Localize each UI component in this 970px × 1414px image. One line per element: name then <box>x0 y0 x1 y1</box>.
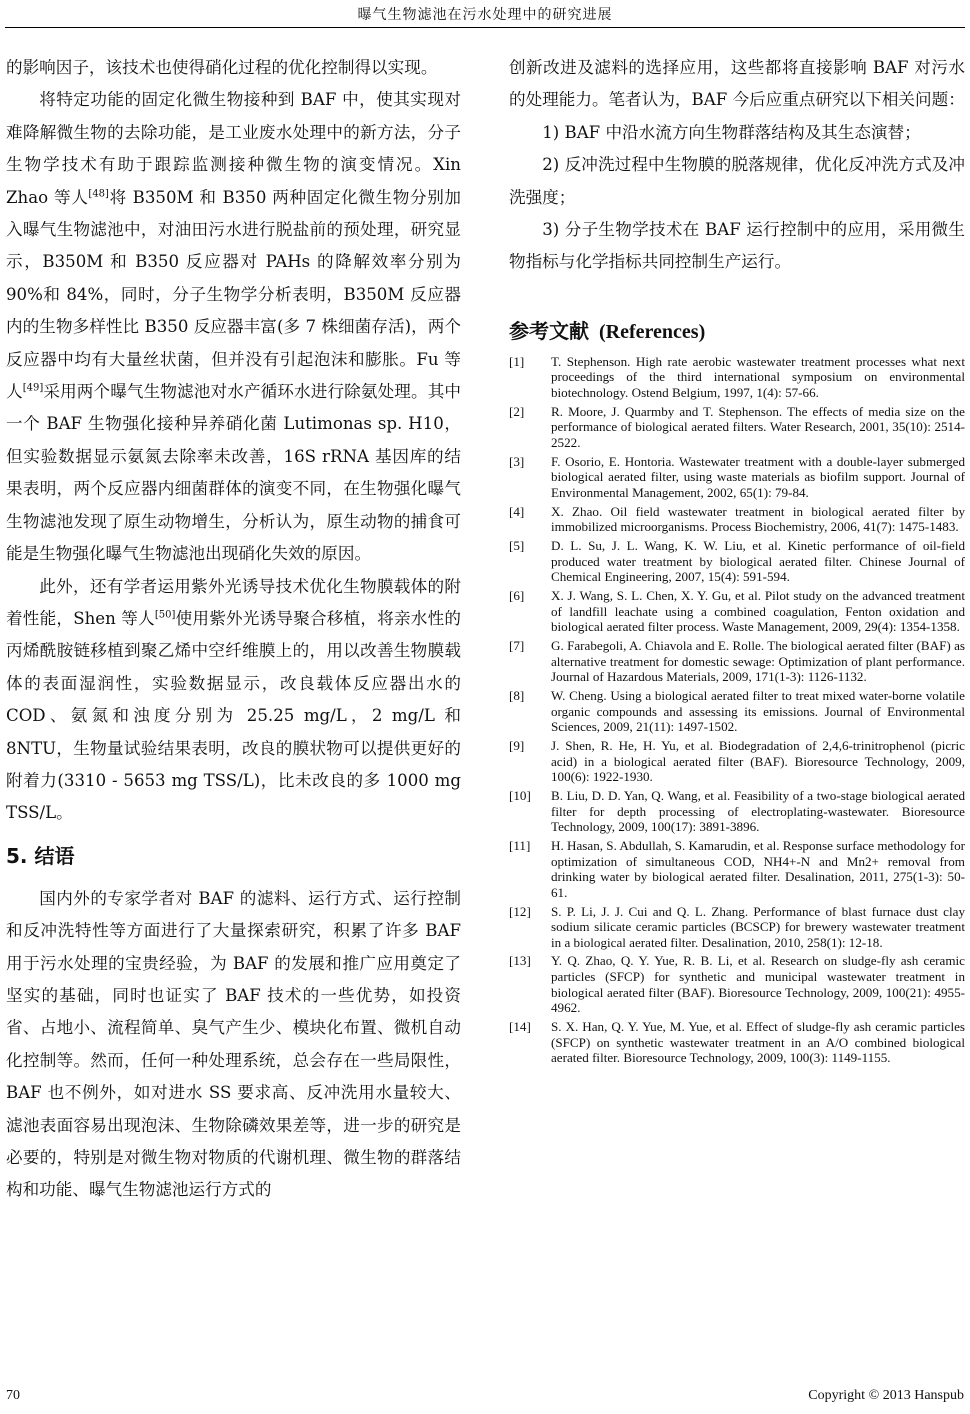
list-item: 2) 反冲洗过程中生物膜的脱落规律，优化反冲洗方式及冲洗强度； <box>509 155 965 207</box>
citation: [48] <box>88 188 109 200</box>
reference-text: W. Cheng. Using a biological aerated filter to treat mixed water-borne volatile organic compounds and assessing its emissions. Journal of Environmental Sciences, 2009, 21(11): 1497-1502. <box>551 688 965 735</box>
reference-number: [12] <box>509 903 531 919</box>
reference-number: [5] <box>509 538 525 554</box>
reference-text: H. Hasan, S. Abdullah, S. Kamarudin, et al. Response surface methodology for optimization of simultaneous COD, NH4+-N and Mn2+ removal from drinking water by biological aerated filter. Desalination, 2011, 275(1-3): 50-61. <box>551 837 965 900</box>
left-column <box>6 52 461 1207</box>
reference-item <box>509 404 965 451</box>
reference-text: X. Zhao. Oil field wastewater treatment in biological aerated filter by immobilized microorganisms. Process Biochemistry, 2006, 41(7): 1475-1483. <box>551 503 965 535</box>
reference-text: G. Farabegoli, A. Chiavola and E. Rolle. The biological aerated filter (BAF) as alternative treatment for domestic sewage: Optimization of plant performance. Journal of Hazardous Materials, 2009, 171(1-3): 1126-1132. <box>551 638 965 685</box>
paragraph-text: 将特定功能的固定化微生物接种到 BAF 中，使其实现对难降解微生物的去除功能，是工业废水处理中的新方法，分子生物学技术有助于跟踪监测接种微生物的演变情况。Xin Zhao 等人 <box>6 90 461 207</box>
reference-item <box>509 588 965 635</box>
reference-number: [8] <box>509 688 525 704</box>
reference-item <box>509 788 965 835</box>
reference-text: X. J. Wang, S. L. Chen, X. Y. Gu, et al. Pilot study on the advanced treatment of landfill leachate using a combined coagulation, Fenton oxidation and biological aerated filter process. Waste Management, 2009, 29(4): 1354-1358. <box>551 588 965 635</box>
copyright: Copyright © 2013 Hanspub <box>808 1388 964 1403</box>
right-column <box>509 52 965 1069</box>
reference-text: R. Moore, J. Quarmby and T. Stephenson. The effects of media size on the performance of biological aerated filters. Water Research, 2001, 35(10): 2514-2522. <box>551 403 965 450</box>
reference-number: [6] <box>509 588 525 604</box>
reference-list <box>509 354 965 1066</box>
references-heading-cn: 参考文献 <box>509 318 589 343</box>
reference-number: [3] <box>509 453 525 469</box>
citation: [49] <box>22 382 44 394</box>
paragraph-text: 将 B350M 和 B350 两种固定化微生物分别加入曝气生物滤池中，对油田污水进行脱盐前的预处理，研究显示，B350M 和 B350 反应器对 PAHs 的降解效率分别为 90%和 84%，同时，分子生物学分析表明，B350M 反应器内的生物多样性比 B350 反应器丰富(多 7 株细菌存活)，两个反应器中均有大量丝状菌，但并没有引起泡沫和膨胀。Fu 等人 <box>6 187 461 402</box>
list-item: 1) BAF 中沿水流方向生物群落结构及其生态演替； <box>542 122 921 142</box>
reference-item <box>509 538 965 585</box>
paragraph-text: 采用两个曝气生物滤池对水产循环水进行除氨处理。其中一个 BAF 生物强化接种异养硝化菌 Lutimonas sp. H10，但实验数据显示氨氮去除率未改善，16S rRNA 基因库的结果表明，两个反应器内细菌群体的演变不同，在生物强化曝气生物滤池发现了原生动物增生，分析认为，原生动物的捕食可能是生物强化曝气生物滤池出现硝化失效的原因。 <box>6 382 462 564</box>
reference-item <box>509 1019 965 1066</box>
header-rule <box>5 27 965 28</box>
reference-number: [7] <box>509 638 525 654</box>
reference-item <box>509 904 965 951</box>
paragraph: 国内外的专家学者对 BAF 的滤料、运行方式、运行控制和反冲洗特性等方面进行了大量探索研究，积累了许多 BAF 用于污水处理的宝贵经验，为 BAF 的发展和推广应用奠定了坚实的基础，同时也证实了 BAF 技术的一些优势，如投资省、占地小、流程简单、臭气产生少、模块化布置、微机自动化控制等。然而，任何一种处理系统，总会存在一些局限性，BAF 也不例外，如对进水 SS 要求高、反冲洗用水量较大、滤池表面容易出现泡沫、生物除磷效果差等，进一步的研究是必要的，特别是对微生物对物质的代谢机理、微生物的群落结构和功能、曝气生物滤池运行方式的 <box>6 888 461 1200</box>
page-number: 70 <box>6 1388 20 1403</box>
references-heading-en: (References) <box>599 320 706 343</box>
reference-number: [10] <box>509 787 531 803</box>
reference-number: [13] <box>509 953 531 969</box>
reference-number: [14] <box>509 1019 531 1035</box>
reference-item <box>509 953 965 1015</box>
paragraph-text: 此外，还有学者运用紫外光诱导技术优化生物膜载体的附着性能，Shen 等人 <box>6 576 461 628</box>
reference-number: [9] <box>509 738 525 753</box>
reference-text: S. X. Han, Q. Y. Yue, M. Yue, et al. Effect of sludge-fly ash ceramic particles (SFCP) on synthetic wastewater treatment in an A/O combined biological aerated filter. Bioresource Technology, 2009, 100(3): 1149-1155. <box>551 1019 965 1066</box>
reference-item <box>509 454 965 501</box>
reference-item <box>509 738 965 785</box>
reference-text: T. Stephenson. High rate aerobic wastewater treatment processes what next proceedings of the third international symposium on environmental biotechnology. Ostend Belgium, 1997, 1(4): 57-66. <box>551 353 965 401</box>
running-header: 曝气生物滤池在污水处理中的研究进展 <box>357 7 613 23</box>
references-heading <box>509 315 965 344</box>
reference-item <box>509 688 965 735</box>
paragraph: 创新改进及滤料的选择应用，这些都将直接影响 BAF 对污水的处理能力。笔者认为，BAF 今后应重点研究以下相关问题： <box>509 58 965 110</box>
paragraph-text: 使用紫外光诱导聚合移植，将亲水性的丙烯酰胺链移植到聚乙烯中空纤维膜上的，用以改善生物膜载体的表面湿润性，实验数据显示，改良载体反应器出水的 COD、氨氮和浊度分别为 25.25 mg/L，2 mg/L 和 8NTU，生物量试验结果表明，改良的膜状物可以提供更好的附着力(3310 - 5653 mg TSS/L)，比未改良的多 1000 mg TSS/L。 <box>6 608 462 823</box>
reference-number: [1] <box>509 353 525 369</box>
section-heading: 5. 结语 <box>6 843 75 868</box>
list-item: 3) 分子生物学技术在 BAF 运行控制中的应用，采用微生物指标与化学指标共同控制生产运行。 <box>509 220 965 272</box>
reference-text: J. Shen, R. He, H. Yu, et al. Biodegradation of 2,4,6-trinitrophenol (picric acid) in a biological aerated filter (BAF). Bioresource Technology, 2009, 100(6): 1922-1930. <box>551 738 965 785</box>
citation: [50] <box>154 609 176 621</box>
reference-number: [11] <box>509 837 531 853</box>
paragraph: 的影响因子，该技术也使得硝化过程的优化控制得以实现。 <box>6 58 438 77</box>
reference-text: F. Osorio, E. Hontoria. Wastewater treatment with a double-layer submerged biological aerated filter, using waste materials as biofilm support. Journal of Environmental Management, 2002, 65(1): 79-84. <box>551 453 965 500</box>
reference-number: [2] <box>509 403 525 419</box>
reference-item <box>509 838 965 900</box>
reference-text: S. P. Li, J. J. Cui and Q. L. Zhang. Performance of blast furnace dust clay sodium silicate ceramic particles (BCSCP) for brewery wastewater treatment in a biological aerated filter. Desalination, 2010, 258(1): 12-18. <box>551 903 965 950</box>
reference-text: D. L. Su, J. L. Wang, K. W. Liu, et al. Kinetic performance of oil-field produced water treatment by biological aerated filter. Chinese Journal of Chemical Engineering, 2007, 15(4): 591-594. <box>551 538 965 585</box>
reference-text: Y. Q. Zhao, Q. Y. Yue, R. B. Li, et al. Research on sludge-fly ash ceramic particles (SFCP) for synthetic and municipal wastewater treatment in biological aerated filter (BAF). Bioresource Technology, 2009, 100(21): 4955-4962. <box>551 953 965 1016</box>
reference-number: [4] <box>509 503 525 519</box>
reference-text: B. Liu, D. D. Yan, Q. Wang, et al. Feasibility of a two-stage biological aerated filter for depth processing of electroplating-wastewater. Bioresource Technology, 2009, 100(17): 3891-3896. <box>551 787 965 835</box>
reference-item <box>509 504 965 535</box>
reference-item <box>509 354 965 401</box>
paragraph <box>6 84 461 570</box>
reference-item <box>509 638 965 685</box>
paragraph <box>6 571 461 830</box>
